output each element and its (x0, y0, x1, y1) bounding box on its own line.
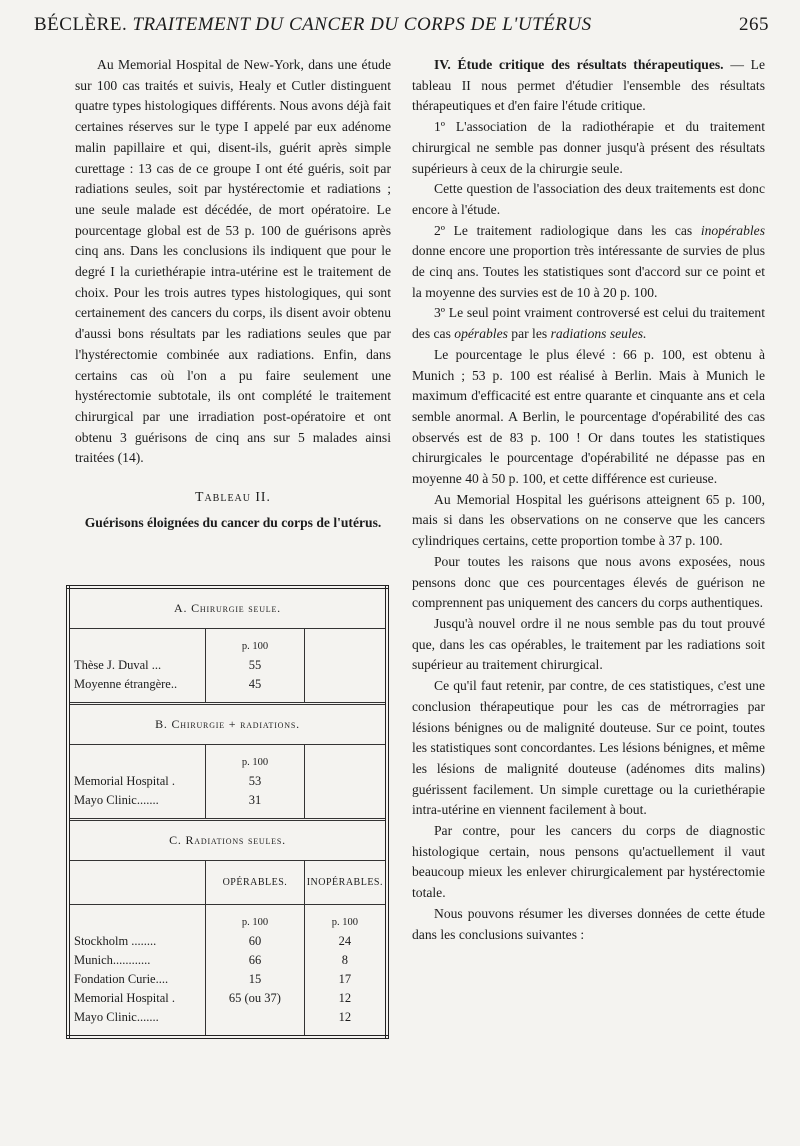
paragraph: Cette question de l'association des deux traitements est donc encore à l'étude. (412, 181, 765, 217)
section-header-a: A. Chirurgie seule. (68, 587, 387, 629)
unit-row: p. 100 (68, 745, 387, 773)
table-row: Memorial Hospital . 53 (68, 772, 387, 791)
table-row: Moyenne étrangère.. 45 (68, 675, 387, 704)
table-subtitle: Guérisons éloignées du cancer du corps de l'utérus. (84, 514, 382, 530)
paragraph: 1º L'association de la radiothérapie et du traitement chirurgical ne semble pas donner jusqu'à présent des résultats supérieurs à ceux de la chirurgie seule. (412, 119, 765, 176)
paragraph: 2º Le traitement radiologique dans les cas inopérables donne encore une proportion très intéressante de survies de plus de cinq ans. Toutes les statistiques sont d'accord sur ce point et la moyenne des survies est de 10 à 20 p. 100. (412, 222, 765, 300)
paragraph: Le pourcentage le plus élevé : 66 p. 100, est obtenu à Munich ; 53 p. 100 est réalisé à Berlin. Mais à Munich le maximum d'efficacité est entre quarante et cinquante ans et cela semble anormal. A Berlin, le pourcentage d'opérabilité des cas observés est de 83 p. 100 ! Or dans toutes les statistiques chirurgicales le pourcentage d'opérabilité ne dépasse pas en moyenne 40 à 50 p. 100, et cette différence est curieuse. (412, 346, 765, 487)
running-header (34, 14, 769, 42)
paragraph: Pour toutes les raisons que nous avons exposées, nous pensons donc que ces pourcentages élevés de guérison ne comprennent pas uniquement des cancers du corps authentiques. (412, 553, 765, 611)
paragraph: Nous pouvons résumer les diverses données de cette étude dans les conclusions suivantes : (412, 905, 765, 942)
paragraph: Par contre, pour les cancers du corps de diagnostic histologique certain, nous pensons qu'actuellement il vaut beaucoup mieux les enlever chirurgicalement par hystérectomie totale. (412, 823, 765, 901)
table-row: Stockholm ........ 60 24 (68, 932, 387, 951)
unit-row: p. 100 p. 100 (68, 905, 387, 933)
table-row: Thèse J. Duval ... 55 (68, 656, 387, 675)
paragraph: Ce qu'il faut retenir, par contre, de ces statistiques, c'est une conclusion thérapeutique pour les cas de métrorragies par lésions bénignes ou de malignité douteuse. Sur ce point, toutes les statistiques sont concordantes. Les lésions bénignes, et même les lésions de malignité douteuse (adénomes dits malins) guérissent facilement. Un simple curettage ou la curiethérapie intra-utérine en viennent facilement à bout. (412, 678, 765, 818)
section-header-c: C. Radiations seules. (68, 820, 387, 861)
table-row: Mayo Clinic....... 31 (68, 791, 387, 820)
paragraph: Au Memorial Hospital de New-York, dans une étude sur 100 cas traités et suivis, Healy et Cutler distinguent quatre types histologiques différents. Nous avons déjà fait certaines réserves sur le type I appelé par eux adénome malin papillaire et qui, disent-ils, guérit après simple curettage : 13 cas de ce groupe I ont été guéris, soit par radiations seules, soit par hystérectomie et radiations ; une seule malade est décédée, de mort opératoire. Le pourcentage global est de 53 p. 100 de guérisons après cinq ans. Dans les conclusions ils indiquent que pour le degré I la curiethérapie intra-utérine est le traitement de choix. Pour les trois autres types histologiques, qui sont certainement des cancers du corps, ils disent avoir obtenu d'aussi bons résultats par les radiations seules que par l'hystérectomie combinée aux radiations. Enfin, dans certains cas où l'on a pu faire seulement une hystérectomie subtotale, ils ont complété le traitement chirurgical par une irradiation post-opératoire et ont obtenu 3 guérisons de cinq ans sur 5 malades ainsi traitées (14). (75, 57, 391, 466)
results-table (66, 585, 389, 1039)
table-title: Tableau II. (195, 489, 271, 505)
paragraph: Jusqu'à nouvel ordre il ne nous semble pas du tout prouvé que, dans les cas opérables, le traitement par les radiations soit supérieur au traitement chirurgical. (412, 615, 765, 673)
page-number: 265 (739, 14, 769, 35)
header-title (34, 14, 592, 36)
right-column (412, 55, 765, 945)
paragraph: 3º Le seul point vraiment controversé est celui du traitement des cas opérables par les radiations seules. (412, 305, 765, 342)
section-iv-paragraph: IV. Étude critique des résultats thérapeutiques. — Le tableau II nous permet d'étudier l'ensemble des résultats thérapeutiques et d'en faire l'étude critique. (412, 57, 766, 114)
header-author: BÉCLÈRE. (34, 14, 128, 35)
left-column (75, 55, 391, 532)
table-row: Memorial Hospital . 65 (ou 37) 12 (68, 989, 387, 1008)
column-header-row: OPÉRABLES. INOPÉRABLES. (68, 861, 387, 905)
header-article-title: TRAITEMENT DU CANCER DU CORPS DE L'UTÉRUS (132, 14, 592, 35)
table-row: Munich............ 66 8 (68, 951, 387, 970)
table-row: Fondation Curie.... 15 17 (68, 970, 387, 989)
unit-row: p. 100 (68, 629, 387, 657)
table-row: Mayo Clinic....... 12 (68, 1008, 387, 1037)
section-heading: IV. Étude critique des résultats thérapeutiques. (434, 57, 724, 72)
paragraph: Au Memorial Hospital les guérisons atteignent 65 p. 100, mais si dans les observations on ne conserve que les cancers cylindriques certains, cette proportion tombe à 37 p. 100. (412, 491, 765, 549)
section-header-b: B. Chirurgie + radiations. (68, 704, 387, 745)
